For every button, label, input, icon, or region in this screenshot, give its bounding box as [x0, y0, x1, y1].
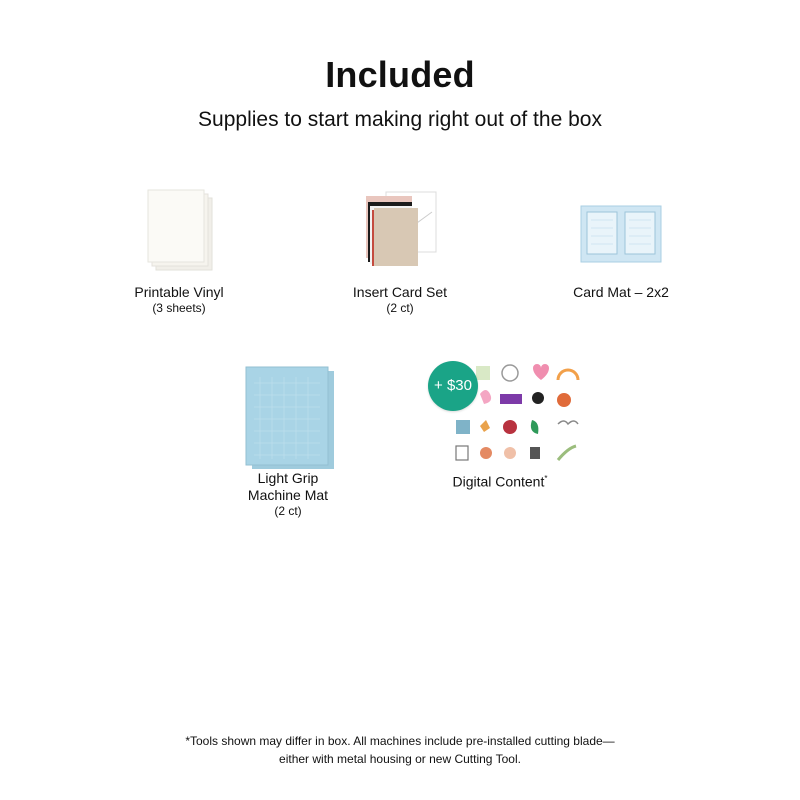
vinyl-sheets-icon [134, 184, 224, 284]
item-quantity: (2 ct) [386, 301, 414, 315]
item-name-line-2: Machine Mat [247, 487, 329, 503]
card-mat-icon [571, 184, 671, 284]
footnote-line-2: either with metal housing or new Cutting Tool. [279, 752, 521, 766]
item-insert-card-set [300, 184, 500, 316]
item-printable-vinyl [79, 184, 279, 316]
footnote-line-1: *Tools shown may differ in box. All machines include pre-installed cutting blade— [185, 734, 615, 748]
page-title: Included [325, 54, 475, 95]
item-quantity: (2 ct) [274, 504, 302, 518]
page-subtitle: Supplies to start making right out of the box [198, 108, 602, 131]
footnote [0, 732, 800, 768]
machine-mat-icon [238, 365, 338, 470]
item-name: Printable Vinyl [134, 284, 224, 300]
item-quantity: (3 sheets) [152, 301, 206, 315]
price-badge: + $30 [428, 361, 478, 411]
item-name: Insert Card Set [352, 284, 448, 300]
item-card-mat [521, 184, 721, 301]
item-digital-content [400, 358, 600, 491]
item-name: Digital Content* [452, 473, 548, 490]
insert-cards-icon [350, 184, 450, 284]
item-name: Card Mat – 2x2 [573, 284, 669, 300]
item-light-grip-mat [188, 365, 388, 519]
item-name-line-1: Light Grip [257, 470, 319, 486]
